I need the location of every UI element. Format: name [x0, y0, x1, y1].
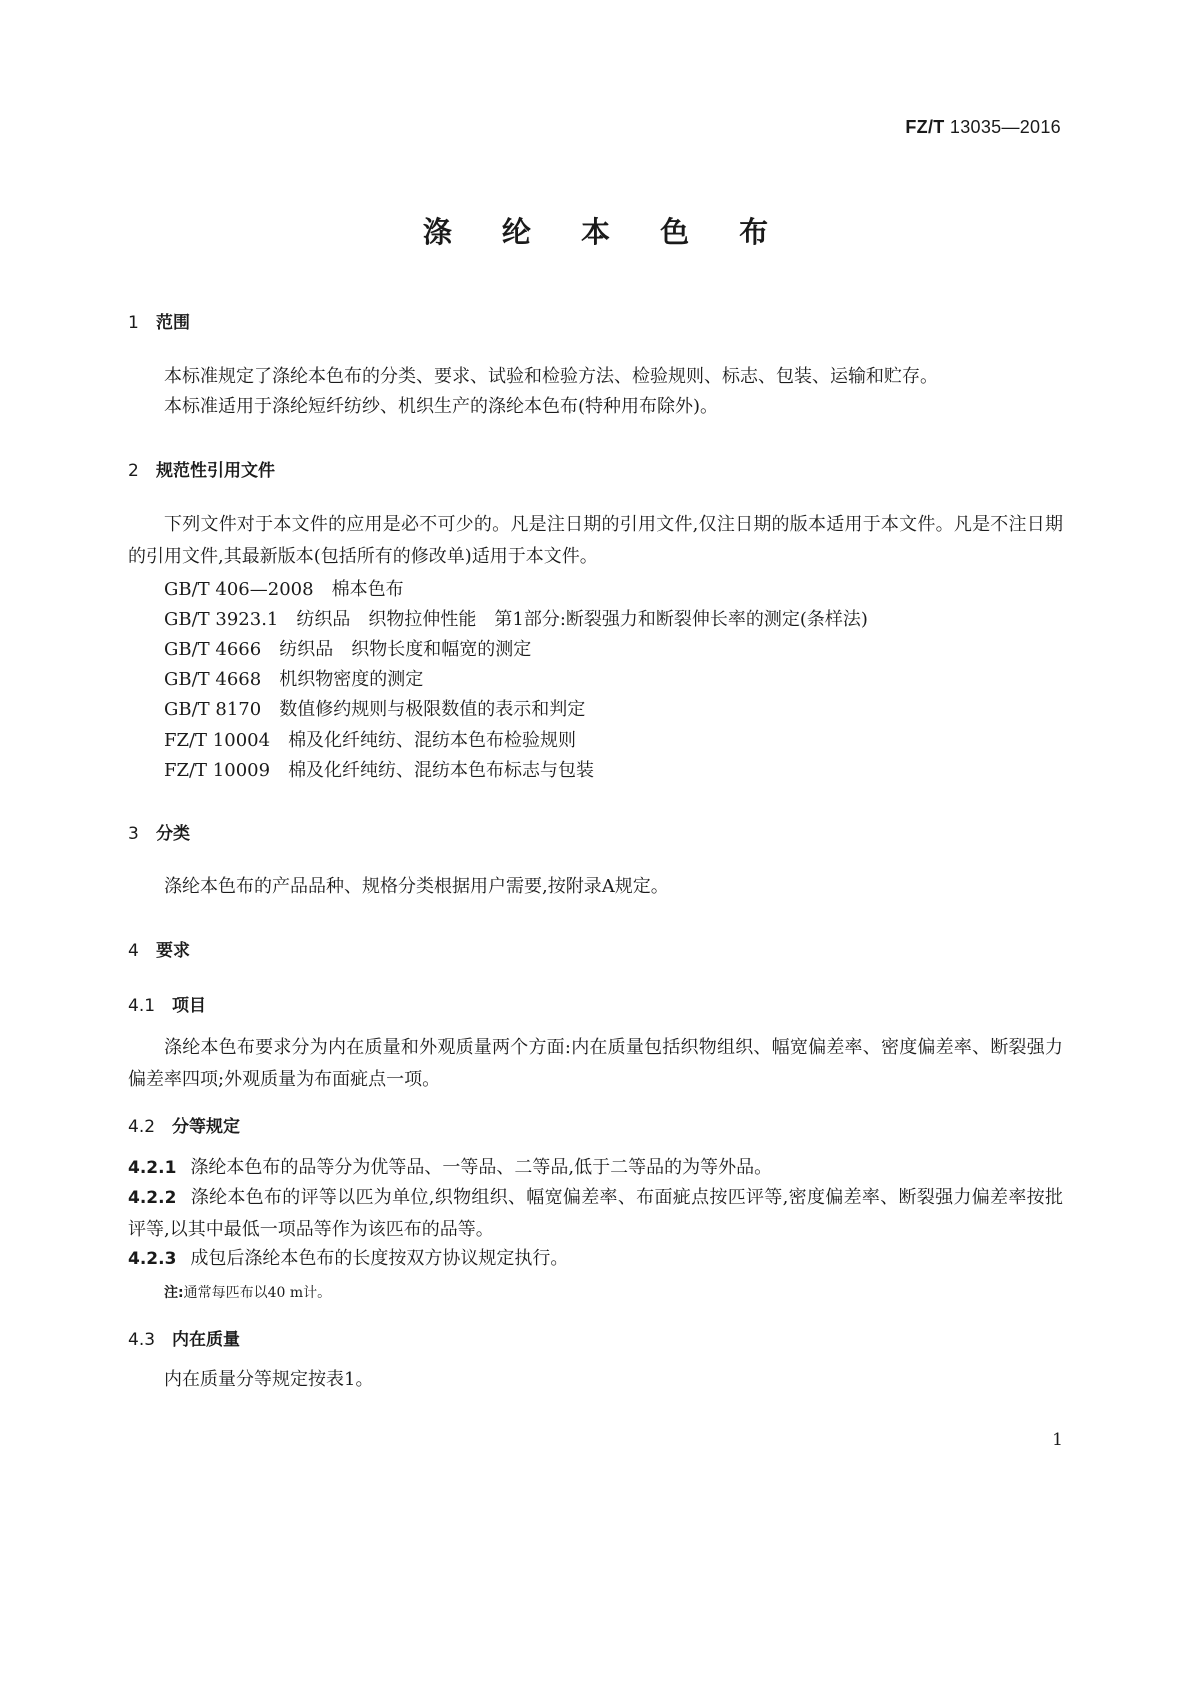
- section-number: 4.3: [128, 1330, 156, 1350]
- section-1-heading: [128, 308, 190, 333]
- reference-title: 纺织品 织物拉伸性能 第1部分:断裂强力和断裂伸长率的测定(条样法): [296, 609, 868, 630]
- reference-item: [164, 635, 531, 661]
- section-1-paragraph-1: 本标准规定了涤纶本色布的分类、要求、试验和检验方法、检验规则、标志、包装、运输和贮存。: [164, 366, 938, 387]
- section-4-2-heading: [128, 1112, 240, 1137]
- reference-item: [164, 695, 585, 721]
- reference-code: FZ/T 10004: [164, 730, 271, 751]
- section-1-paragraph-2: 本标准适用于涤纶短纤纺纱、机织生产的涤纶本色布(特种用布除外)。: [164, 396, 719, 417]
- section-title: 范围: [156, 313, 190, 333]
- reference-code: GB/T 4666: [164, 639, 262, 660]
- section-2-intro: 下列文件对于本文件的应用是必不可少的。凡是注日期的引用文件,仅注日期的版本适用于本文件。凡是不注日期的引用文件,其最新版本(包括所有的修改单)适用于本文件。: [128, 514, 1063, 567]
- section-title: 项目: [172, 996, 206, 1016]
- section-number: 4.1: [128, 996, 156, 1016]
- clause-4-2-1: [128, 1152, 1063, 1184]
- reference-title: 棉本色布: [331, 579, 404, 600]
- reference-code: GB/T 4668: [164, 669, 262, 690]
- section-title: 内在质量: [172, 1330, 240, 1350]
- section-title: 规范性引用文件: [156, 461, 275, 481]
- reference-title: 纺织品 织物长度和幅宽的测定: [279, 639, 532, 660]
- section-number: 4: [128, 941, 139, 961]
- section-4-1-paragraph: 涤纶本色布要求分为内在质量和外观质量两个方面:内在质量包括织物组织、幅宽偏差率、密度偏差率、断裂强力偏差率四项;外观质量为布面疵点一项。: [128, 1037, 1063, 1090]
- clause-text: 成包后涤纶本色布的长度按双方协议规定执行。: [190, 1248, 569, 1269]
- reference-item: [164, 665, 423, 691]
- clause-number: 4.2.1: [128, 1158, 177, 1178]
- document-code-prefix: FZ/T: [905, 117, 945, 137]
- section-title: 要求: [156, 941, 190, 961]
- reference-code: GB/T 8170: [164, 699, 262, 720]
- section-4-heading: [128, 936, 190, 961]
- reference-title: 棉及化纤纯纺、混纺本色布标志与包装: [288, 760, 595, 781]
- reference-item: [164, 605, 868, 631]
- reference-item: [164, 575, 404, 601]
- clause-text: 涤纶本色布的评等以匹为单位,织物组织、幅宽偏差率、布面疵点按匹评等,密度偏差率、断裂强力偏差率按批评等,以其中最低一项品等作为该匹布的品等。: [128, 1187, 1063, 1240]
- section-3-heading: [128, 819, 190, 844]
- section-4-1-heading: [128, 991, 206, 1016]
- reference-item: [164, 726, 576, 752]
- section-title: 分等规定: [172, 1117, 240, 1137]
- reference-title: 棉及化纤纯纺、混纺本色布检验规则: [288, 730, 577, 751]
- note: [164, 1282, 331, 1302]
- document-title: 涤 纶 本 色 布: [422, 215, 789, 249]
- section-number: 1: [128, 313, 139, 333]
- document-code: [905, 117, 1061, 138]
- reference-code: GB/T 406—2008: [164, 579, 314, 600]
- reference-item: [164, 756, 594, 782]
- note-text: 通常每匹布以40 m计。: [183, 1285, 332, 1301]
- clause-number: 4.2.3: [128, 1249, 177, 1269]
- reference-code: FZ/T 10009: [164, 760, 271, 781]
- document-code-number: 13035—2016: [949, 117, 1061, 137]
- section-number: 4.2: [128, 1117, 156, 1137]
- clause-4-2-3: [128, 1243, 1063, 1275]
- section-number: 3: [128, 824, 139, 844]
- reference-title: 机织物密度的测定: [279, 669, 424, 690]
- reference-code: GB/T 3923.1: [164, 609, 279, 630]
- clause-text: 涤纶本色布的品等分为优等品、一等品、二等品,低于二等品的为等外品。: [190, 1157, 773, 1178]
- section-2-heading: [128, 456, 275, 481]
- section-number: 2: [128, 461, 139, 481]
- section-4-3-paragraph: 内在质量分等规定按表1。: [164, 1369, 374, 1390]
- section-3-paragraph: 涤纶本色布的产品品种、规格分类根据用户需要,按附录A规定。: [164, 876, 669, 897]
- section-title: 分类: [156, 824, 190, 844]
- clause-4-2-2: [128, 1182, 1063, 1246]
- clause-number: 4.2.2: [128, 1188, 177, 1208]
- note-label: 注:: [164, 1285, 184, 1301]
- section-4-3-heading: [128, 1325, 240, 1350]
- page-number: 1: [1052, 1430, 1063, 1450]
- reference-title: 数值修约规则与极限数值的表示和判定: [279, 699, 586, 720]
